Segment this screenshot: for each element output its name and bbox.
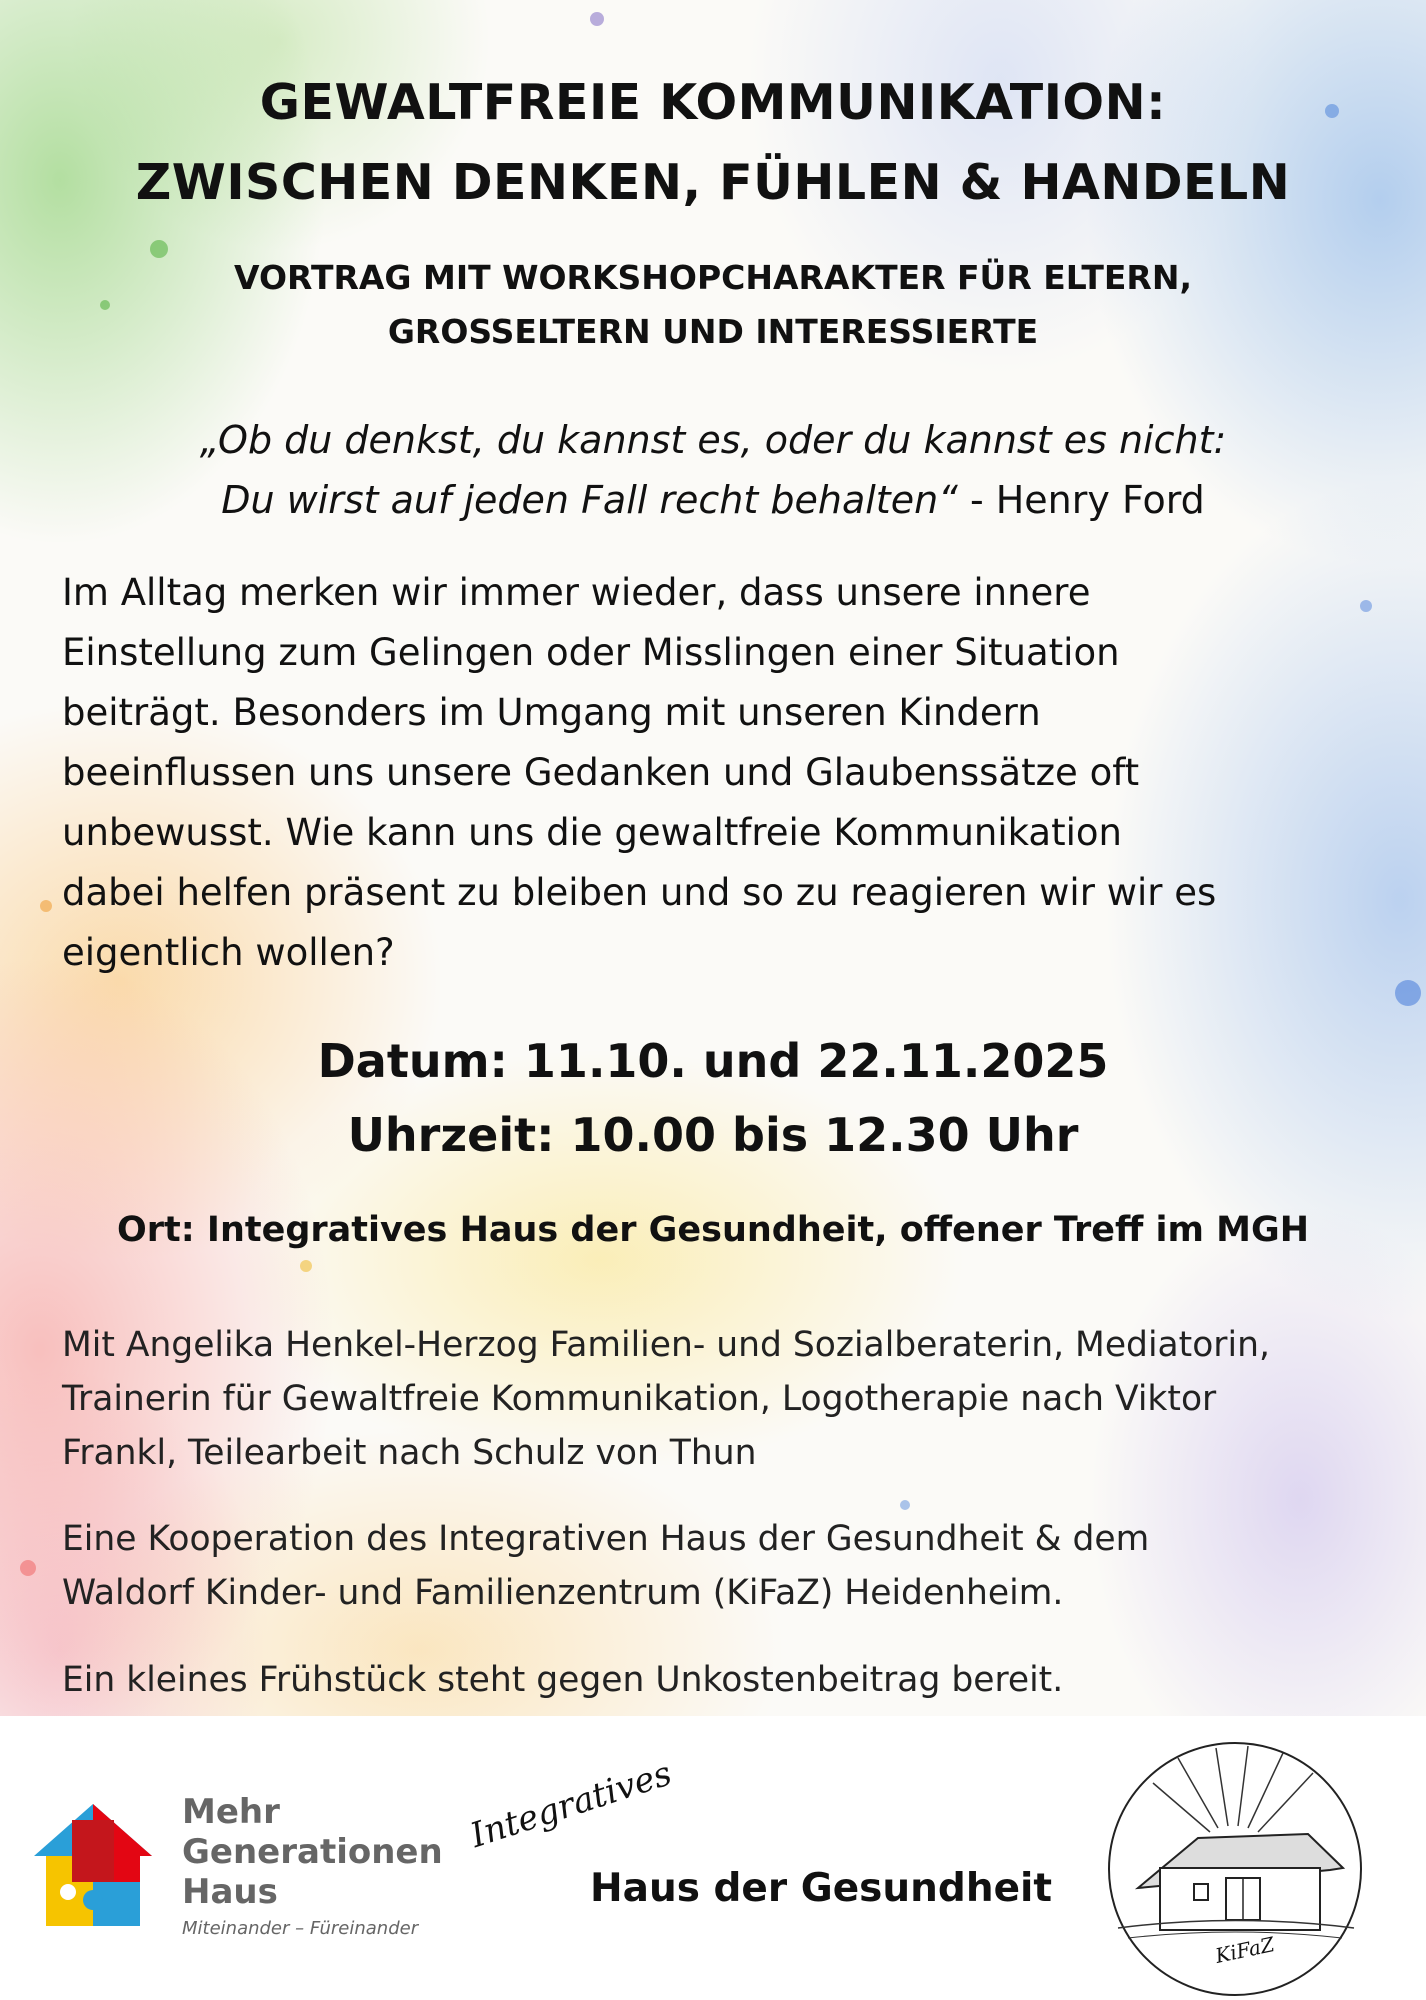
speaker-line: Trainerin für Gewaltfreie Kommunikation, Logotherapie nach Viktor bbox=[62, 1379, 1217, 1419]
quote-text-1: „Ob du denkst, du kannst es, oder du kannst es nicht: bbox=[199, 418, 1227, 462]
speaker-line: Mit Angelika Henkel-Herzog Familien- und Sozialberaterin, Mediatorin, bbox=[62, 1325, 1270, 1365]
ihg-logo-main: Haus der Gesundheit bbox=[590, 1866, 1053, 1911]
intro-line: beeinflussen uns unsere Gedanken und Glaubenssätze oft bbox=[62, 751, 1140, 794]
intro-line: eigentlich wollen? bbox=[62, 931, 395, 974]
title-line-1: GEWALTFREIE KOMMUNIKATION: bbox=[259, 74, 1167, 131]
subtitle-line-1: VORTRAG MIT WORKSHOPCHARAKTER FÜR ELTERN, bbox=[234, 258, 1192, 297]
intro-line: Im Alltag merken wir immer wieder, dass unsere innere bbox=[62, 571, 1091, 614]
cooperation-line: Eine Kooperation des Integrativen Haus der Gesundheit & dem bbox=[62, 1519, 1150, 1559]
ihg-logo-script: Integratives bbox=[465, 1753, 677, 1856]
subtitle-line-2: GROSSELTERN UND INTERESSIERTE bbox=[387, 312, 1039, 351]
intro-line: unbewusst. Wie kann uns die gewaltfreie Kommunikation bbox=[62, 811, 1122, 854]
intro-line: dabei helfen präsent zu bleiben und so zu reagieren wir wir es bbox=[62, 871, 1217, 914]
intro-paragraph bbox=[62, 563, 1362, 983]
quote-text-2: Du wirst auf jeden Fall recht behalten“ bbox=[221, 478, 958, 522]
cooperation-line: Waldorf Kinder- und Familienzentrum (KiFaZ) Heidenheim. bbox=[62, 1573, 1064, 1613]
speaker-paragraph bbox=[62, 1318, 1372, 1480]
event-date: Datum: 11.10. und 22.11.2025 bbox=[317, 1034, 1109, 1088]
quote-author: - Henry Ford bbox=[957, 478, 1205, 522]
breakfast-note: Ein kleines Frühstück steht gegen Unkostenbeitrag bereit. bbox=[62, 1660, 1064, 1700]
intro-line: Einstellung zum Gelingen oder Misslingen einer Situation bbox=[62, 631, 1120, 674]
title-line-2: ZWISCHEN DENKEN, FÜHLEN & HANDELN bbox=[135, 154, 1291, 211]
event-location: Ort: Integratives Haus der Gesundheit, offener Treff im MGH bbox=[117, 1210, 1309, 1250]
quote-line-2 bbox=[0, 478, 1426, 522]
event-time: Uhrzeit: 10.00 bis 12.30 Uhr bbox=[347, 1108, 1079, 1162]
house-puzzle-icon bbox=[28, 1800, 158, 1930]
speaker-line: Frankl, Teilearbeit nach Schulz von Thun bbox=[62, 1433, 757, 1473]
mgh-logo-line: Haus bbox=[182, 1872, 278, 1912]
kifaz-logo-label: KiFaZ bbox=[1213, 1932, 1277, 1968]
quote-line-1 bbox=[0, 418, 1426, 462]
mgh-logo-tagline: Miteinander – Füreinander bbox=[182, 1918, 419, 1939]
mgh-logo-line: Mehr bbox=[182, 1792, 280, 1832]
intro-line: beiträgt. Besonders im Umgang mit unseren Kindern bbox=[62, 691, 1041, 734]
footer-logos bbox=[0, 1716, 1426, 2000]
mgh-logo-text bbox=[182, 1792, 443, 1912]
cooperation-paragraph bbox=[62, 1512, 1372, 1620]
mgh-logo-line: Generationen bbox=[182, 1832, 443, 1872]
